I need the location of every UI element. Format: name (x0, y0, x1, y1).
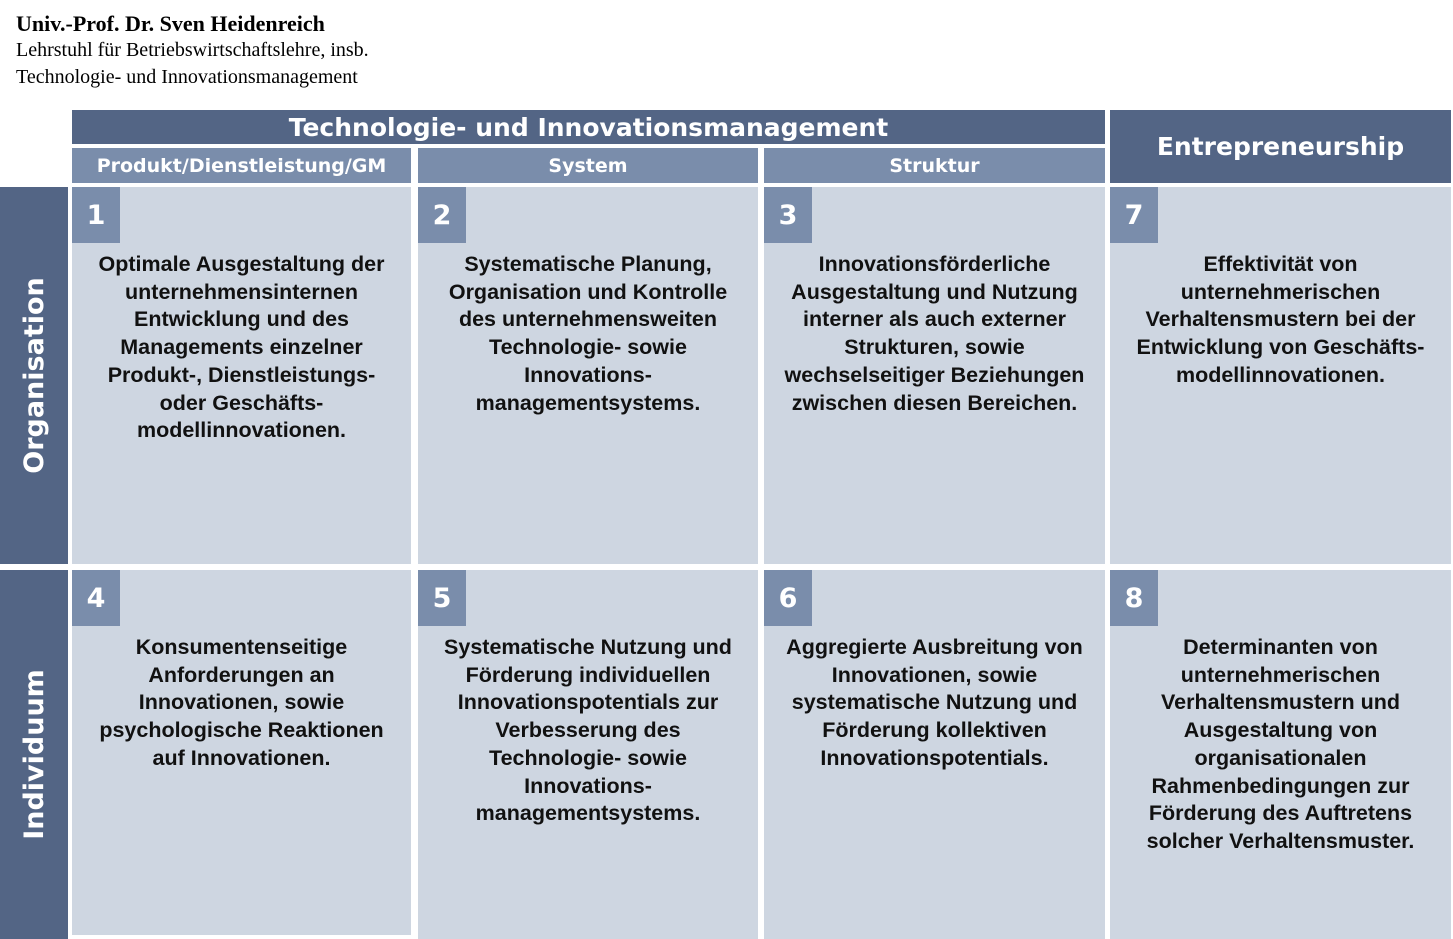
author-name: Univ.-Prof. Dr. Sven Heidenreich (16, 11, 325, 36)
cell-3 (764, 187, 1105, 564)
row-label-individuum-text: Individuum (18, 669, 50, 840)
cell-number: 6 (764, 570, 812, 626)
cell-1 (72, 187, 411, 564)
row-label-individuum (0, 570, 68, 939)
cell-description: Konsumentenseitige Anforderungen an Innovationen, sowie psychologische Reaktionen auf Innovationen. (99, 635, 384, 770)
cell-number: 3 (764, 187, 812, 243)
row-label-organisation (0, 187, 68, 564)
author-header (16, 10, 369, 91)
cell-number: 8 (1110, 570, 1158, 626)
cell-description: Aggregierte Ausbreitung von Innovationen, sowie systematische Nutzung und Förderung kollektiven Innovationspotentials. (786, 635, 1083, 770)
cell-number: 2 (418, 187, 466, 243)
cell-number: 1 (72, 187, 120, 243)
cell-description: Systematische Planung, Organisation und Kontrolle des unternehmensweiten Technologie- sowie Innovations- managementsystems. (448, 252, 728, 415)
cell-description: Systematische Nutzung und Förderung individuellen Innovationspotentials zur Verbesserung des Technologie- sowie Innovations- managementsystems. (444, 635, 732, 826)
tim-column-group-header: Technologie- und Innovationsmanagement (72, 110, 1105, 144)
chair-line-2: Technologie- und Innovationsmanagement (16, 66, 358, 88)
column-header-system: System (418, 148, 758, 183)
chair-line-1: Lehrstuhl für Betriebswirtschaftslehre, insb. (16, 39, 369, 61)
cell-description: Effektivität von unternehmerischen Verhaltensmustern bei der Entwicklung von Geschäfts- modellinnovationen. (1136, 252, 1425, 387)
column-header-produkt: Produkt/Dienstleistung/GM (72, 148, 411, 183)
cell-2 (418, 187, 758, 564)
cell-7 (1110, 187, 1451, 564)
cell-description: Determinanten von unternehmerischen Verhaltensmustern und Ausgestaltung von organisationalen Rahmenbedingungen zur Förderung des Auftretens solcher Verhaltensmuster. (1146, 635, 1415, 853)
cell-6 (764, 570, 1105, 939)
cell-number: 5 (418, 570, 466, 626)
entrepreneurship-column-header: Entrepreneurship (1110, 110, 1451, 183)
cell-number: 4 (72, 570, 120, 626)
row-label-organisation-text: Organisation (18, 277, 50, 474)
cell-8 (1110, 570, 1451, 939)
cell-description: Optimale Ausgestaltung der unternehmensinternen Entwicklung und des Managements einzelner Produkt-, Dienstleistungs- oder Geschäfts- modellinnovationen. (98, 252, 385, 443)
cell-4 (72, 570, 411, 935)
cell-5 (418, 570, 758, 939)
cell-number: 7 (1110, 187, 1158, 243)
cell-description: Innovationsförderliche Ausgestaltung und Nutzung interner als auch externer Strukturen, sowie wechselseitiger Beziehungen zwischen diesen Bereichen. (784, 252, 1085, 415)
column-header-struktur: Struktur (764, 148, 1105, 183)
